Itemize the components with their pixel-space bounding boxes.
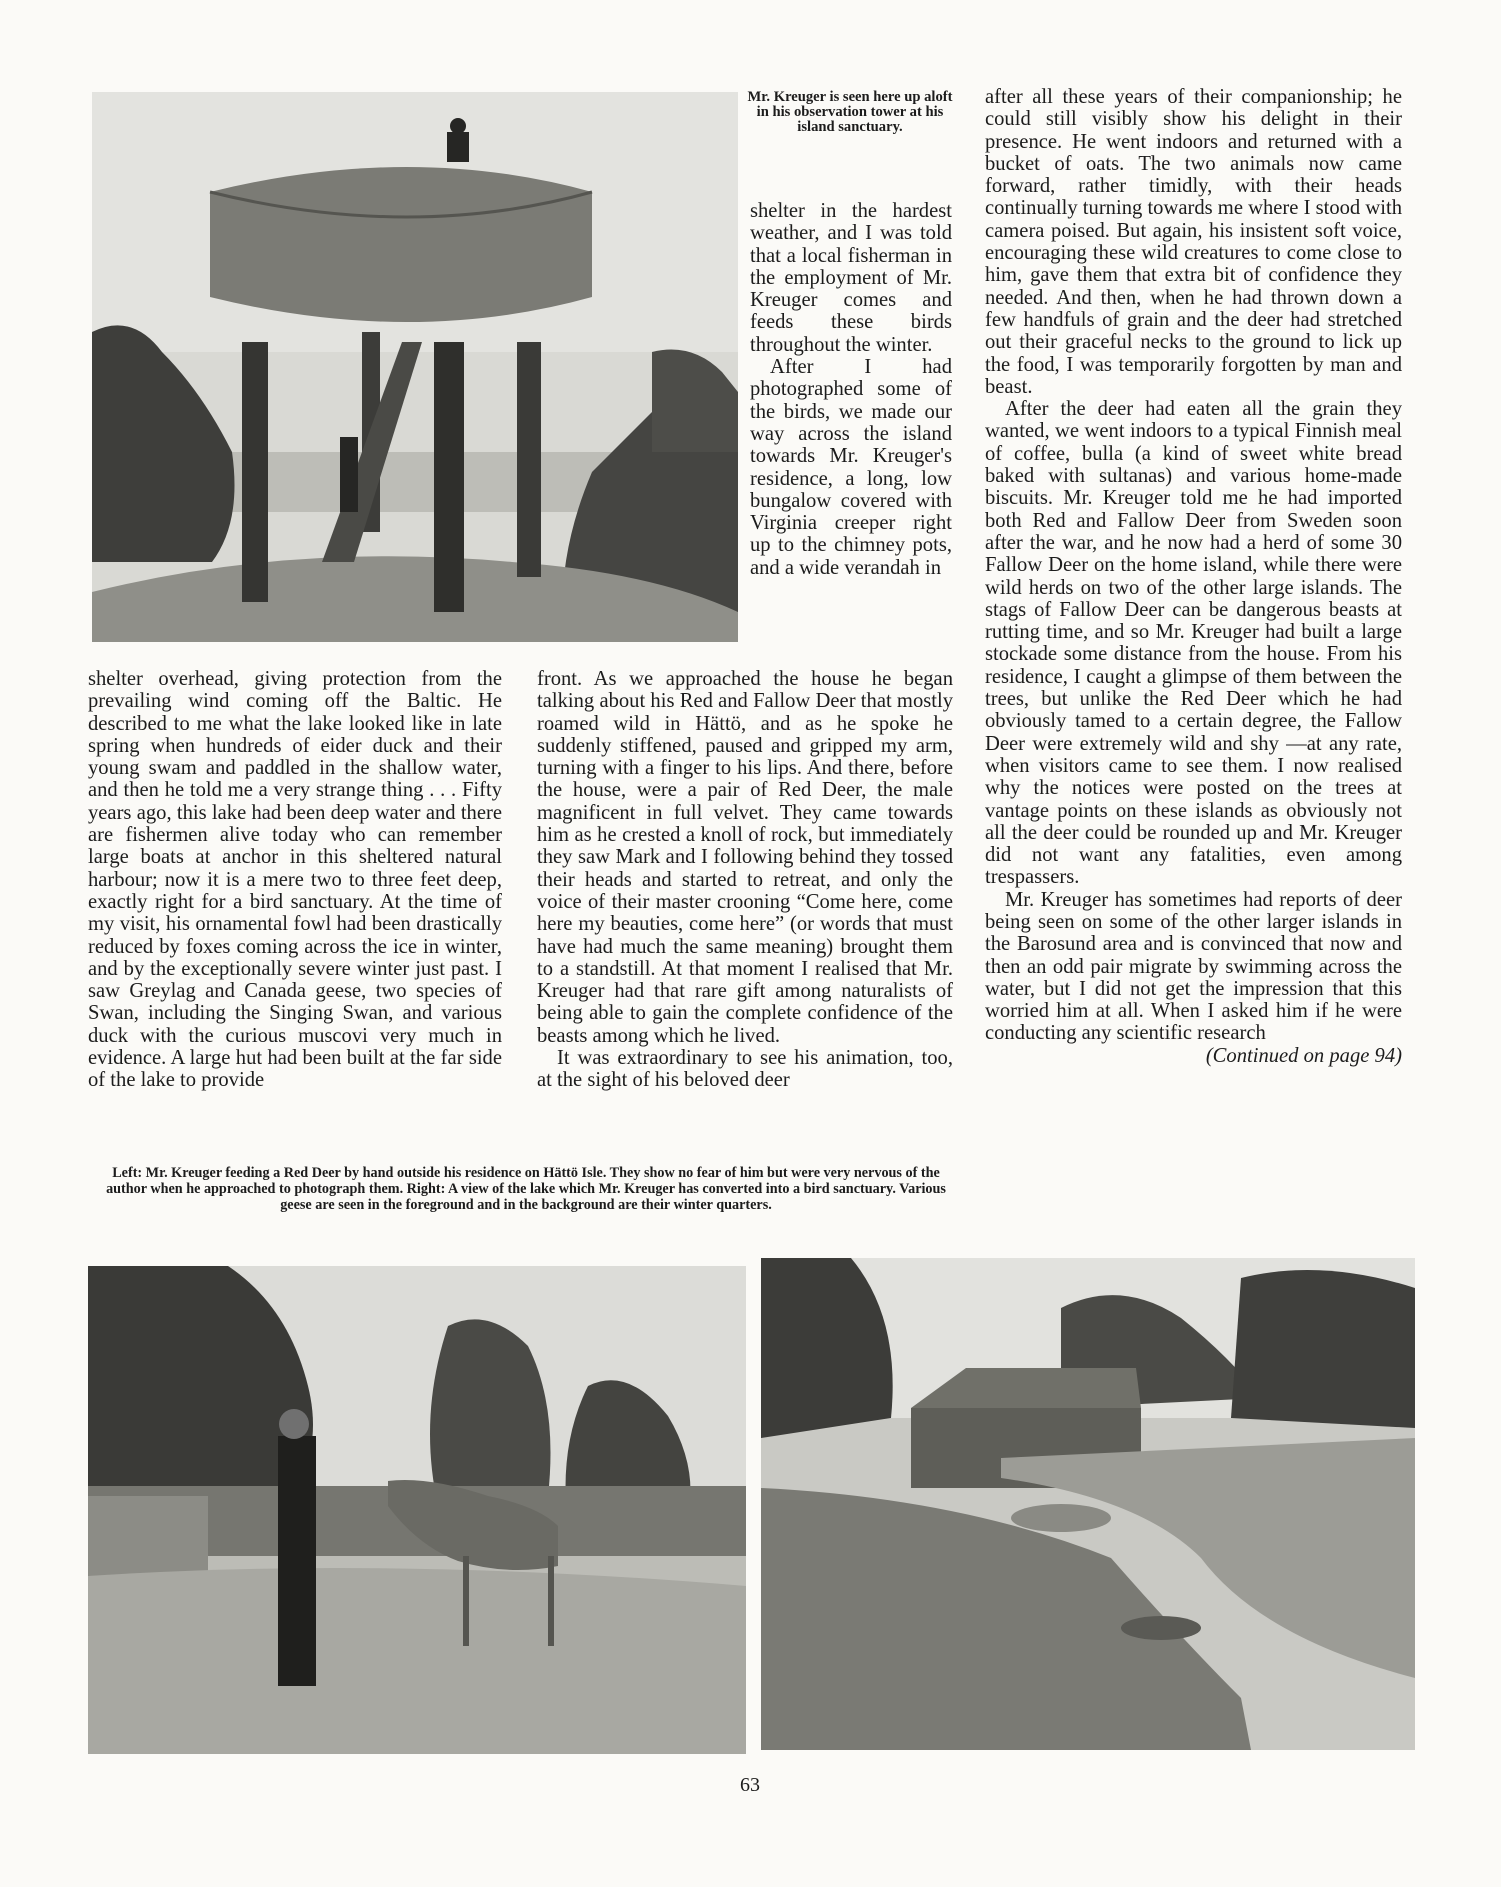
mid-top-paragraph-1: shelter in the hardest weather, and I was told that a local fisherman in the employment of Mr. Kreuger comes and feeds these birds throughout the winter.	[750, 200, 952, 356]
left-paragraph-1: shelter overhead, giving protection from the prevailing wind coming off the Baltic. He described to me what the lake looked like in late spring when hundreds of eider duck and their young swam and paddled in the shallow water, and then he told me a very strange thing . . . Fifty years ago, this lake had been deep water and there are fishermen alive today who can remember large boats at anchor in this sheltered natural harbour; now it is a mere two to three feet deep, exactly right for a bird sanctuary. At the time of my visit, his ornamental fowl had been drastically reduced by foxes coming across the ice in winter, and by the exceptionally severe winter just past. I saw Greylag and Canada geese, two species of Swan, including the Singing Swan, and various duck with the curious muscovi very much in evidence. A large hut had been built at the far side of the lake to provide	[88, 668, 502, 1092]
left-column	[88, 668, 502, 1092]
mid-top-paragraph-2: After I had photographed some of the birds, we made our way across the island towards Mr. Kreuger's residence, a long, low bungalow covered with Virginia creeper right up to the chimney pots, and a wide verandah in	[750, 356, 952, 579]
continued-note: (Continued on page 94)	[1205, 1044, 1402, 1067]
lake-photo	[761, 1258, 1415, 1750]
mid-column-top	[750, 200, 952, 579]
tower-photo	[92, 92, 738, 642]
right-paragraph-1: after all these years of their companionship; he could still visibly show his delight in their presence. He went indoors and returned with a bucket of oats. The two animals now came forward, rather timidly, with their heads continually turning towards me where I stood with camera poised. But again, his insistent soft voice, encouraging these wild creatures to come close to him, gave them that extra bit of confidence they needed. And then, when he had thrown down a few handfuls of grain and the deer had stretched out their graceful necks to the ground to lick up the food, I was temporarily forgotten by man and beast.	[985, 86, 1402, 398]
bottom-caption: Left: Mr. Kreuger feeding a Red Deer by hand outside his residence on Hättö Isle. They show no fear of him but were very nervous of the author when he approached to photograph them. Right: A view of the lake which Mr. Kreuger has converted into a bird sanctuary. Various geese are seen in the foreground and in the background are their winter quarters.	[106, 1165, 946, 1213]
mid-column-bottom	[537, 668, 953, 1092]
right-column	[985, 86, 1402, 1067]
right-paragraph-3: Mr. Kreuger has sometimes had reports of deer being seen on some of the other larger islands in the Barosund area and is convinced that now and then an odd pair migrate by swimming across the water, but I did not get the impression that this worried him at all. When I asked him if he were conducting any scientific research	[985, 888, 1402, 1045]
right-paragraph-2: After the deer had eaten all the grain they wanted, we went indoors to a typical Finnish meal of coffee, bulla (a kind of sweet white bread baked with sultanas) and various home-made biscuits. Mr. Kreuger told me he had imported both Red and Fallow Deer from Sweden soon after the war, and he now had a herd of some 30 Fallow Deer on the home island, while there were wild herds on two of the other large islands. The stags of Fallow Deer can be dangerous beasts at rutting time, and so Mr. Kreuger had built a large stockade some distance from the house. From his residence, I caught a glimpse of them between the trees, but unlike the Red Deer which he had obviously tamed to a certain degree, the Fallow Deer were extremely wild and shy —at any rate, when visitors came to see them. I now realised why the notices were posted on the trees at vantage points on these islands as obviously not all the deer could be rounded up and Mr. Kreuger did not want any fatalities, even among trespassers.	[985, 398, 1402, 889]
page-number: 63	[740, 1774, 760, 1796]
mid-bottom-paragraph-2: It was extraordinary to see his animation, too, at the sight of his beloved deer	[537, 1047, 953, 1092]
mid-bottom-paragraph-1: front. As we approached the house he began talking about his Red and Fallow Deer that mostly roamed wild in Hättö, and as he spoke he suddenly stiffened, paused and gripped my arm, turning with a finger to his lips. And there, before the house, were a pair of Red Deer, the male magnificent in full velvet. They came towards him as he crested a knoll of rock, but immediately they saw Mark and I following behind they tossed their heads and started to retreat, and only the voice of their master crooning “Come here, come here my beauties, come here” (or words that must have had much the same meaning) brought them to a standstill. At that moment I realised that Mr. Kreuger had that rare gift among naturalists of being able to gain the complete confidence of the beasts among which he lived.	[537, 668, 953, 1047]
deer-photo	[88, 1266, 746, 1754]
tower-caption: Mr. Kreuger is seen here up aloft in his observation tower at his island sanctuary.	[747, 89, 953, 135]
